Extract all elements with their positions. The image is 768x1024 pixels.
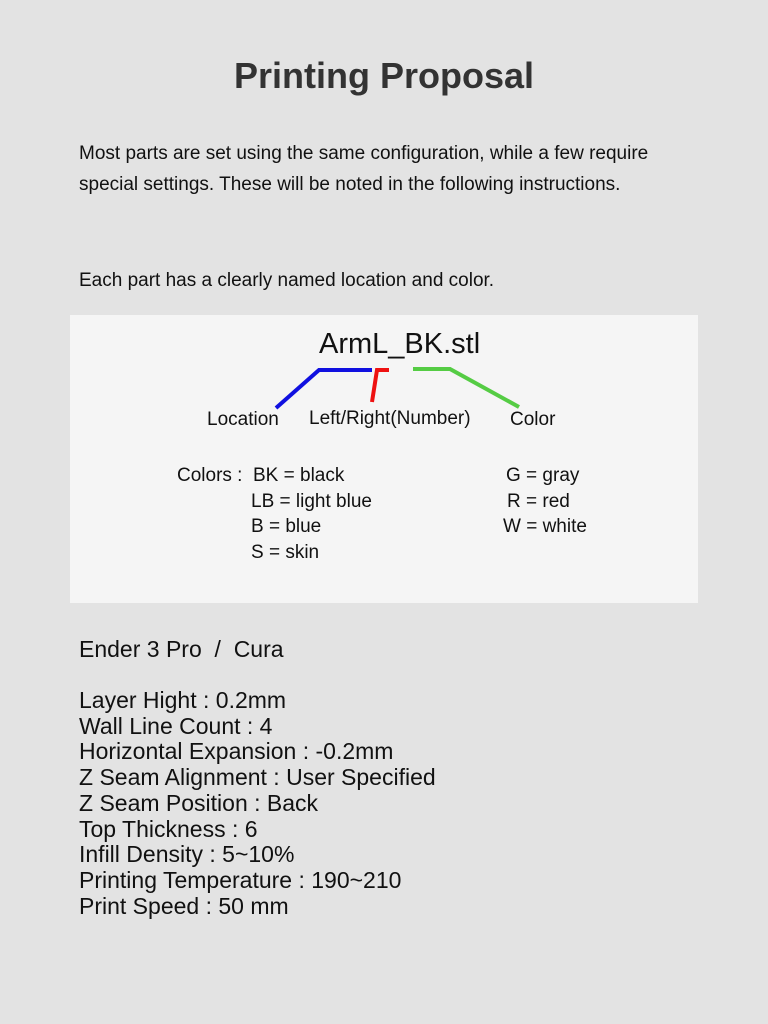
printer-and-slicer: Ender 3 Pro / Cura [79,636,284,662]
setting-item: Layer Hight : 0.2mm [79,687,287,713]
setting-item: Wall Line Count : 4 [79,712,273,739]
color-code-item: S = skin [251,542,320,563]
color-code-item: BK = black [253,465,345,486]
color-bracket [413,369,519,407]
side-bracket [372,370,389,402]
setting-item: Z Seam Position : Back [79,789,319,816]
print-settings-list [79,688,436,919]
location-label: Location [207,409,279,430]
color-code-item: G = gray [506,465,580,486]
naming-brackets [70,315,698,603]
setting-item: Infill Density : 5~10% [79,841,295,868]
color-code-item: LB = light blue [251,491,372,512]
color-label: Color [510,409,556,430]
side-label: Left/Right(Number) [309,408,471,429]
color-code-item: W = white [503,516,587,537]
example-filename: ArmL_BK.stl [319,328,481,360]
intro-line-1: Most parts are set using the same configuration, while a few require [79,143,649,164]
location-bracket [276,370,372,408]
intro-paragraph [79,138,719,200]
setting-item: Top Thickness : 6 [79,815,258,842]
setting-item: Horizontal Expansion : -0.2mm [79,738,394,765]
setting-item: Printing Temperature : 190~210 [79,866,402,893]
page-title: Printing Proposal [233,55,535,96]
color-code-item: R = red [507,491,570,512]
naming-note: Each part has a clearly named location and color. [79,270,495,291]
colors-legend-prefix: Colors : [177,465,243,486]
intro-line-2: special settings. These will be noted in the following instructions. [79,174,621,195]
setting-item: Print Speed : 50 mm [79,892,289,919]
setting-item: Z Seam Alignment : User Specified [79,764,436,791]
color-code-item: B = blue [251,516,322,537]
